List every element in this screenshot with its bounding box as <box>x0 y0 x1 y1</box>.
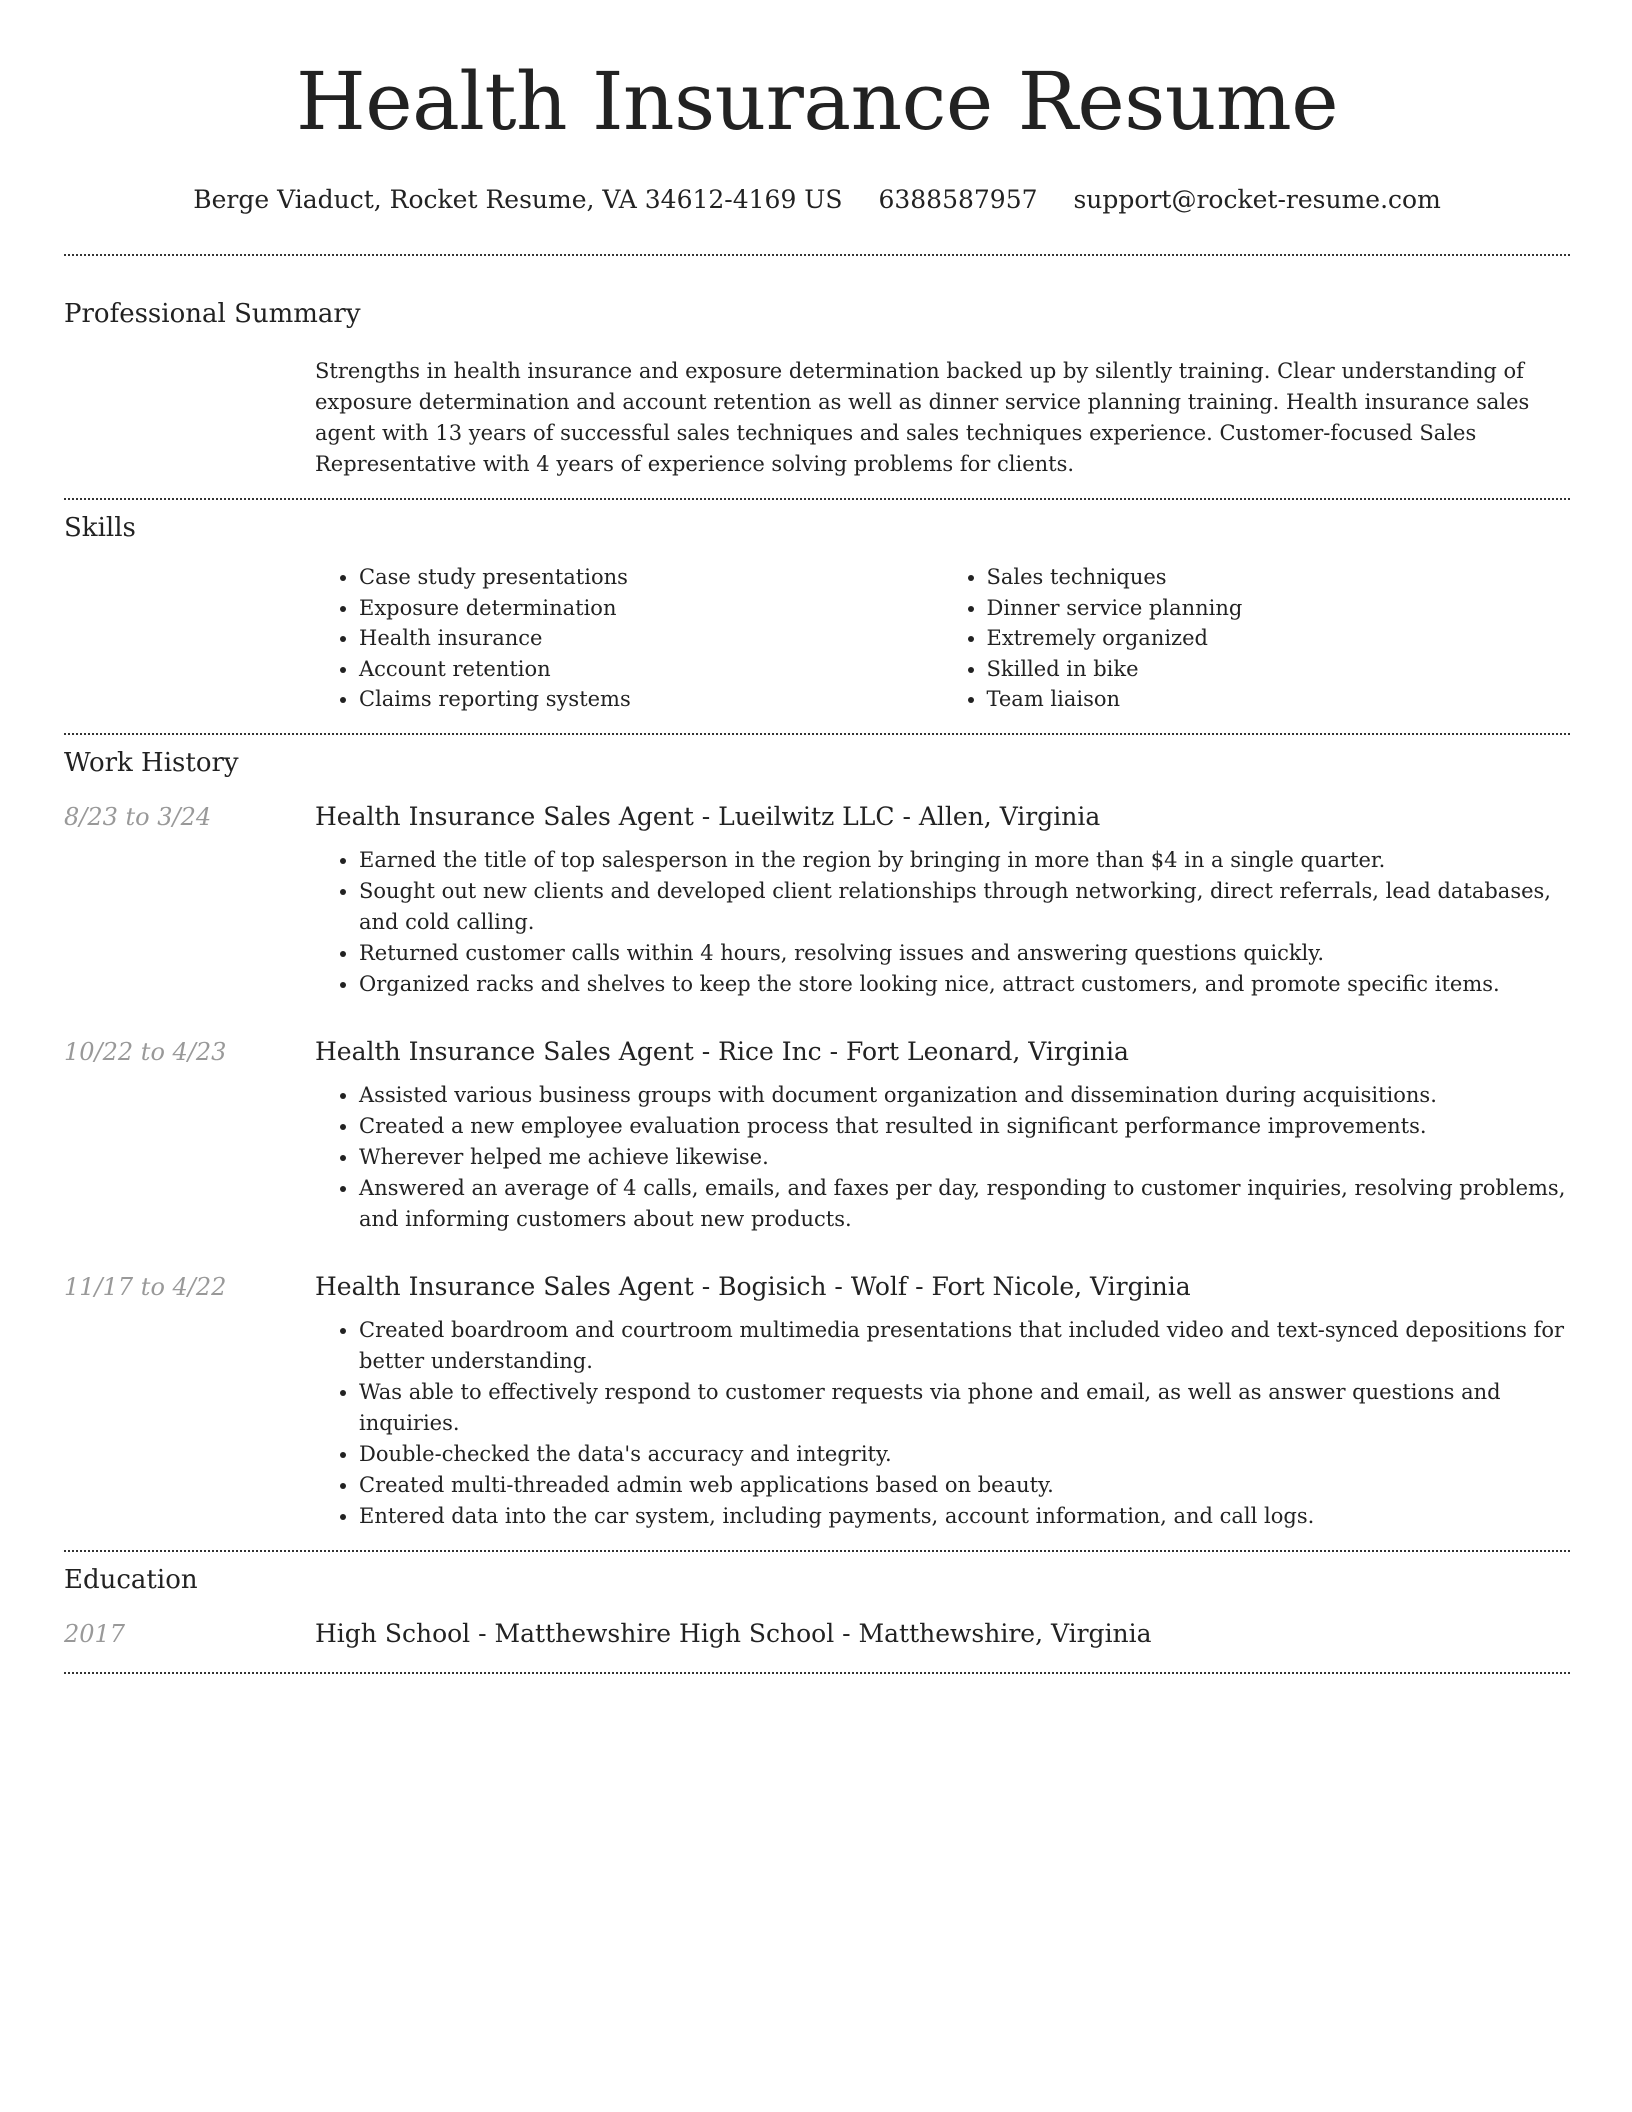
skill-item: • Sales techniques <box>987 562 1571 593</box>
job-bullet: • Entered data into the car system, including payments, account information, and call logs. <box>359 1501 1570 1532</box>
job-bullet: • Created a new employee evaluation process that resulted in significant performance improvements. <box>359 1111 1570 1142</box>
job-bullet: • Returned customer calls within 4 hours, resolving issues and answering questions quickly. <box>359 938 1570 969</box>
job-title: Health Insurance Sales Agent - Rice Inc - Fort Leonard, Virginia <box>315 1036 1129 1066</box>
resume-page <box>64 0 1570 1674</box>
job-bullet: • Was able to effectively respond to customer requests via phone and email, as well as answer questions and inquiries. <box>359 1377 1570 1439</box>
job-date: 11/17 to 4/22 <box>64 1272 227 1301</box>
skill-item: • Case study presentations <box>359 562 943 593</box>
job-date: 8/23 to 3/24 <box>64 802 212 831</box>
contact-phone: 6388587957 <box>878 185 1038 214</box>
summary-section <box>64 256 1570 498</box>
job-bullet: • Sought out new clients and developed client relationships through networking, direct referrals, lead databases, and cold calling. <box>359 876 1570 938</box>
job-bullet: • Answered an average of 4 calls, emails, and faxes per day, responding to customer inquiries, resolving problems, and informing customers about new products. <box>359 1173 1570 1235</box>
skill-item: • Team liaison <box>987 684 1571 715</box>
skills-list-right <box>943 562 1571 715</box>
skill-item: • Skilled in bike <box>987 654 1571 685</box>
summary-text: Strengths in health insurance and exposure determination backed up by silently training. Clear understanding of exposure determination and account retention as well as dinner service planning training. Health insurance sales agent with 13 years of successful sales techniques and sales techniques experience. Customer-focused Sales Representative with 4 years of experience solving problems for clients. <box>315 359 1530 476</box>
work-heading: Work History <box>64 747 239 778</box>
skill-item: • Health insurance <box>359 623 943 654</box>
skill-item: • Exposure determination <box>359 593 943 624</box>
skill-item: • Claims reporting systems <box>359 684 943 715</box>
resume-title: Health Insurance Resume <box>295 55 1339 148</box>
contact-line <box>64 182 1570 218</box>
job-title: Health Insurance Sales Agent - Bogisich - Wolf - Fort Nicole, Virginia <box>315 1271 1191 1301</box>
skill-item: • Extremely organized <box>987 623 1571 654</box>
job-bullets <box>315 1080 1570 1235</box>
contact-email: support@rocket-resume.com <box>1073 185 1441 214</box>
work-section <box>64 735 1570 1550</box>
skills-columns <box>315 562 1570 733</box>
job-bullet: • Earned the title of top salesperson in the region by bringing in more than $4 in a single quarter. <box>359 845 1570 876</box>
job-bullet: • Assisted various business groups with document organization and dissemination during acquisitions. <box>359 1080 1570 1111</box>
education-entry <box>64 1616 1570 1672</box>
job-bullets <box>315 1315 1570 1532</box>
education-section <box>64 1552 1570 1672</box>
job-entry <box>64 799 1570 1000</box>
job-entry <box>64 1269 1570 1532</box>
job-bullet: • Organized racks and shelves to keep the store looking nice, attract customers, and promote specific items. <box>359 969 1570 1000</box>
divider <box>64 1672 1570 1674</box>
skill-item: • Dinner service planning <box>987 593 1571 624</box>
contact-address: Berge Viaduct, Rocket Resume, VA 34612-4169 US <box>193 185 843 214</box>
skills-heading: Skills <box>64 513 136 543</box>
job-entry <box>64 1034 1570 1235</box>
skill-item: • Account retention <box>359 654 943 685</box>
job-date: 10/22 to 4/23 <box>64 1037 227 1066</box>
education-heading: Education <box>64 1564 198 1595</box>
skills-list-left <box>315 562 943 715</box>
skills-section <box>64 500 1570 733</box>
job-bullet: • Wherever helped me achieve likewise. <box>359 1142 1570 1173</box>
job-bullets <box>315 845 1570 1000</box>
education-date: 2017 <box>64 1619 126 1648</box>
job-title: Health Insurance Sales Agent - Lueilwitz LLC - Allen, Virginia <box>315 801 1101 831</box>
job-bullet: • Double-checked the data's accuracy and integrity. <box>359 1439 1570 1470</box>
job-bullet: • Created boardroom and courtroom multimedia presentations that included video and text-synced depositions for better understanding. <box>359 1315 1570 1377</box>
summary-heading: Professional Summary <box>64 299 361 329</box>
education-line: High School - Matthewshire High School - Matthewshire, Virginia <box>315 1618 1152 1648</box>
job-bullet: • Created multi-threaded admin web applications based on beauty. <box>359 1470 1570 1501</box>
